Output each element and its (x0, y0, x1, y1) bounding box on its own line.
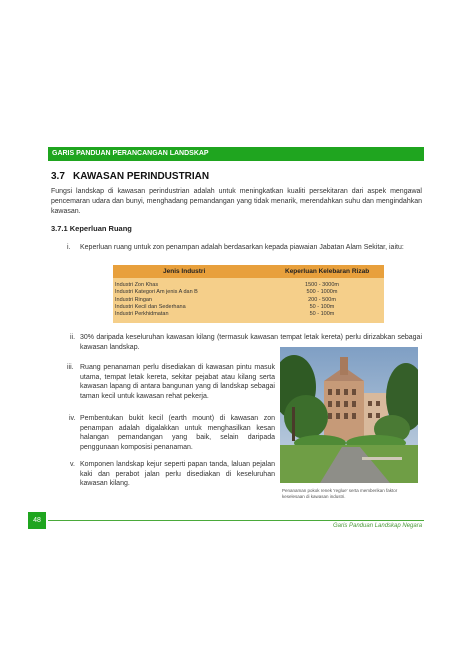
table-cell: 50 - 100m (309, 303, 335, 310)
table-row (113, 289, 384, 296)
table-cell: Industri Kategori Am jenis A dan B (115, 289, 198, 296)
list-marker: iii. (67, 364, 74, 371)
caption-line: Penanaman pokok renek 'reglue' serta memberikan faktor (282, 488, 398, 493)
list-item (67, 243, 422, 253)
list-item (69, 414, 275, 452)
section-title (51, 171, 209, 182)
photo-caption (282, 488, 422, 500)
header-bar: GARIS PANDUAN PERANCANGAN LANDSKAP (48, 147, 424, 161)
table-cell: 1500 - 3000m (305, 282, 339, 288)
list-item-text: Pembentukan bukit kecil (earth mount) di kawasan zon penampan adalah digalakkan untuk menghasilkan kesan halangan pemandangan yang baik, selain daripada penggunaan komposisi penanaman. (80, 415, 275, 451)
table-row (113, 311, 384, 318)
list-marker: v. (70, 461, 75, 468)
table-cell: 50 - 100m (309, 311, 335, 318)
section-number: 3.7 (51, 171, 65, 182)
building-illustration (280, 347, 418, 483)
buffer-zone-table (113, 265, 384, 323)
table-cell: 200 - 500m (308, 296, 336, 303)
table-row (113, 297, 384, 304)
table-header-row (113, 265, 384, 278)
table-cell: Industri Ringan (115, 296, 152, 303)
table-header-cell: Jenis Industri (163, 268, 206, 275)
table-header-cell: Keperluan Kelebaran Rizab (285, 268, 370, 275)
table-row (113, 304, 384, 311)
list-item (70, 460, 275, 489)
section-title-text: KAWASAN PERINDUSTRIAN (73, 171, 210, 182)
list-marker: ii. (70, 334, 76, 341)
table-cell: 500 - 1000m (306, 289, 338, 296)
list-item (67, 363, 275, 401)
subsection-title: 3.7.1 Keperluan Ruang (51, 224, 132, 233)
caption-line: keselesaan di kawasan industri. (282, 494, 346, 499)
list-item-text: 30% daripada keseluruhan kawasan kilang (termasuk kawasan tempat letak kereta) perlu dirizabkan sebagai kawasan landskap. (80, 334, 422, 351)
list-marker: iv. (69, 415, 76, 422)
industrial-area-photo (280, 347, 418, 483)
list-item-text: Keperluan ruang untuk zon penampan adalah berdasarkan kepada piawaian Jabatan Alam Sekitar, iaitu: (80, 244, 404, 251)
intro-paragraph: Fungsi landskap di kawasan perindustrian adalah untuk meningkatkan kualiti persekitaran dari aspek mengawal pencemaran udara dan bunyi, menghadang pemandangan yang tidak menarik, merendahkan suhu dan mengindahkan kawasan. (51, 188, 422, 215)
table-cell: Industri Zon Khas (115, 282, 159, 288)
footer-divider (48, 520, 424, 521)
list-marker: i. (67, 244, 71, 251)
list-item-text: Komponen landskap kejur seperti papan tanda, laluan pejalan kaki dan perabot jalan perlu disediakan di keseluruhan kawasan kilang. (80, 461, 275, 487)
page-number: 48 (28, 512, 46, 529)
table-row (113, 282, 384, 289)
table-cell: Industri Perkhidmatan (115, 311, 169, 318)
list-item-text: Ruang penanaman perlu disediakan di kawasan pintu masuk utama, tempat letak kereta, sekitar pejabat atau kilang serta kawasan lapang di antara bangunan yang di landskap sebagai taman kecil untuk kawasan rehat pekerja. (80, 364, 275, 400)
footer-text: Garis Panduan Landskap Negara (333, 523, 423, 529)
table-cell: Industri Kecil dan Sederhana (115, 303, 186, 310)
